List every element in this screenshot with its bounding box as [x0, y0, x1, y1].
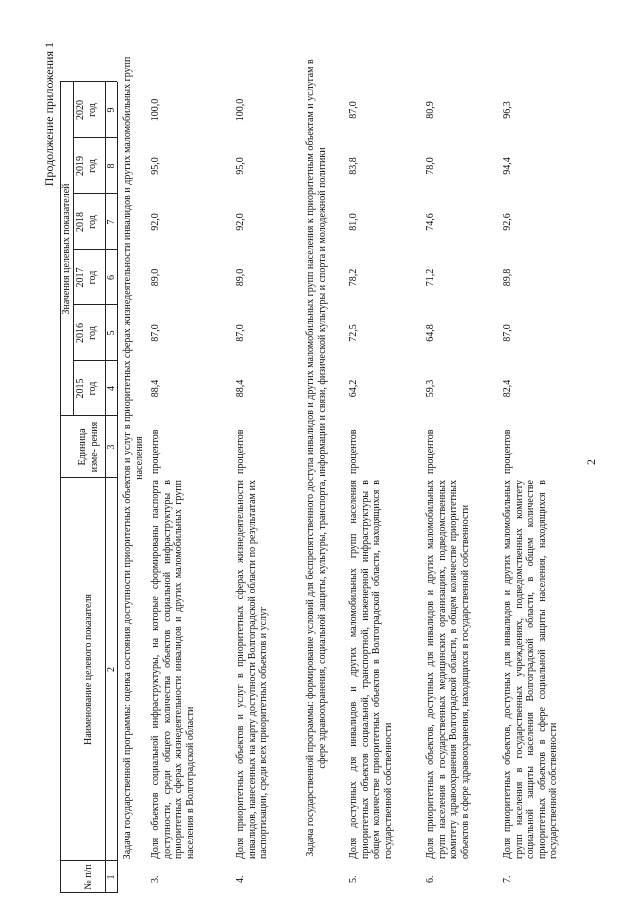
value-2015: 82,4 [502, 379, 513, 398]
value-2019: 95,0 [150, 157, 161, 175]
value-2017: 71,2 [425, 268, 436, 287]
header-year-2017: 2017 год [75, 267, 98, 288]
table-border [60, 82, 61, 893]
value-2017: 89,0 [150, 268, 161, 287]
col-number: 1 [105, 874, 117, 880]
value-2016: 87,0 [150, 324, 161, 342]
page-number: 2 [584, 459, 598, 465]
value-2019: 83,8 [348, 157, 359, 175]
col-number: 7 [105, 219, 117, 225]
row-number: 7. [502, 875, 513, 883]
table-rule [73, 360, 117, 361]
col-number: 9 [105, 107, 117, 113]
value-2019: 78,0 [425, 157, 436, 175]
indicator-name: Доля приоритетных объектов, доступных для инвалидов и других маломобильных групп населения в государственных учреждениях, подведомственных комитету социальной защиты населения Волгоградской области, в общем количестве приоритетных объектов в сфере социальной защиты населения, находящихся в государственной собственности [502, 480, 559, 859]
table-rule [117, 82, 118, 893]
indicator-name: Доля приоритетных объектов, доступных для инвалидов и других маломобильных групп населения в государственных медицинских организациях, подведомственных комитету здравоохранения Волгоградской области, в общем количестве приоритетных объектов в сфере здравоохранения, находящихся в государственной собственности [425, 480, 471, 859]
unit-cell: процентов [150, 429, 161, 474]
value-2015: 88,4 [150, 379, 161, 398]
table-rule [60, 860, 117, 861]
indicator-name: Доля объектов социальной инфраструктуры, на которые сформированы паспорта доступности, среди общего количества объектов социальной инфраструктуры в приоритетных сферах жизнедеятельности инвалидов и других маломобильных групп населения в Волгоградской области [150, 480, 196, 859]
col-number: 4 [105, 386, 117, 391]
header-year-2019: 2019 год [75, 156, 98, 176]
value-2018: 92,0 [150, 213, 161, 231]
table-rule [73, 249, 117, 250]
value-2018: 92,0 [235, 213, 246, 231]
row-number: 3. [150, 875, 161, 883]
value-2020: 100,0 [235, 98, 246, 122]
value-2020: 80,9 [425, 101, 436, 119]
value-2015: 59,3 [425, 379, 436, 398]
table-rule [73, 193, 117, 194]
table-rule [60, 415, 117, 416]
row-number: 5. [348, 875, 359, 883]
value-2015: 88,4 [235, 379, 246, 398]
indicator-name: Доля приоритетных объектов и услуг в приоритетных сферах жизнедеятельности инвалидов, нанесенных на карту доступности Волгоградской области по результатам их паспортизации, среди всех приоритетных объектов и услуг [235, 480, 269, 859]
value-2016: 87,0 [502, 324, 513, 342]
header-year-2015: 2015 год [75, 378, 98, 399]
table-border [60, 81, 117, 82]
continuation-label: Продолжение приложения 1 [42, 42, 56, 187]
col-number: 2 [105, 667, 117, 672]
header-unit: Единица изме- рения [77, 421, 100, 473]
value-2020: 87,0 [348, 101, 359, 119]
value-2019: 94,4 [502, 157, 513, 175]
task-heading: Задача государственной программы: оценка состояния доступности приоритетных объектов и услуг в приоритетных сферах жизнедеятельности инвалидов и других маломобильных групп населения [122, 56, 145, 860]
value-2020: 100,0 [150, 98, 161, 122]
table-border [60, 892, 117, 893]
row-number: 6. [425, 875, 436, 883]
table-rule [60, 477, 117, 478]
value-2018: 92,6 [502, 213, 513, 231]
col-number: 6 [105, 275, 117, 280]
header-year-2016: 2016 год [75, 323, 98, 343]
table-rule [73, 304, 117, 305]
value-2017: 78,2 [348, 268, 359, 287]
header-name: Наименование целевого показателя [82, 593, 94, 746]
header-year-2020: 2020 год [75, 100, 98, 120]
indicator-name: Доля доступных для инвалидов и других маломобильных групп населения приоритетных объектов социальной, транспортной, инженерной инфраструктуры в общем количестве приоритетных объектов в Волгоградской области, находящихся в государственной собственности [348, 480, 394, 859]
task-heading: Задача государственной программы: формирование условий для беспрепятственного доступа инвалидов и других маломобильных групп населения к приоритетным объектам и услугам в сфере здравоохранения, социальной защиты, культуры, транспорта, информации и связи, физической культуры и спорта и молодежной политики [305, 59, 328, 857]
value-2018: 74,6 [425, 213, 436, 231]
indicator-table [60, 33, 559, 893]
value-2017: 89,0 [235, 268, 246, 287]
table-rule [105, 82, 106, 893]
value-2017: 89,8 [502, 268, 513, 287]
value-2019: 95,0 [235, 157, 246, 175]
col-number: 8 [105, 163, 117, 169]
unit-cell: процентов [348, 429, 359, 474]
header-year-2018: 2018 год [75, 212, 98, 232]
value-2016: 64,8 [425, 324, 436, 342]
value-2015: 64,2 [348, 379, 359, 398]
value-2016: 87,0 [235, 324, 246, 342]
unit-cell: процентов [235, 429, 246, 474]
row-number: 4. [235, 875, 246, 883]
value-2020: 96,3 [502, 101, 513, 119]
col-number: 5 [105, 330, 117, 336]
value-2018: 81,0 [348, 213, 359, 231]
unit-cell: процентов [502, 429, 513, 474]
header-num: № п/п [82, 864, 94, 890]
value-2016: 72,5 [348, 324, 359, 342]
col-number: 3 [105, 444, 117, 450]
table-rule [73, 137, 117, 138]
unit-cell: процентов [425, 429, 436, 474]
header-values-group: Значения целевых показателей [60, 183, 72, 315]
